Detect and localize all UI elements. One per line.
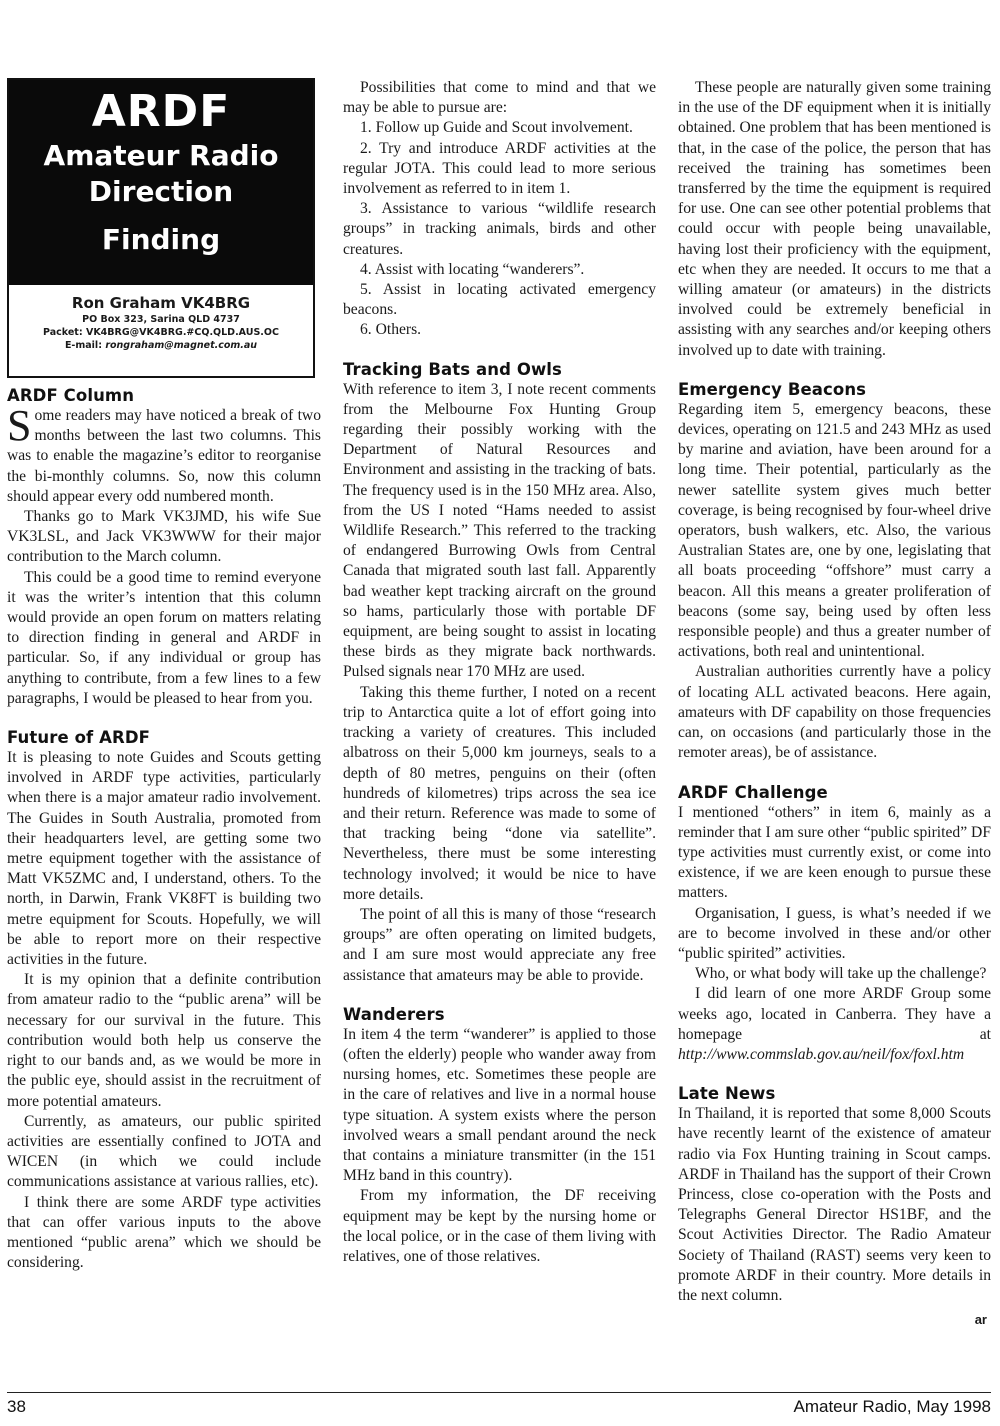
- paragraph: The point of all this is many of those “research groups” are often operating on limited budgets, and I am sure most would appreciate any free assistance that amateurs may be able to provide.: [343, 905, 656, 984]
- paragraph-text: ome readers may have noticed a break of two months between the last two columns. This was to enable the magazine’s editor to reorganise the bi-monthly columns. So, now this column should appear every odd numbered month.: [7, 407, 321, 505]
- email-label: E-mail:: [64, 340, 102, 351]
- column-2: [343, 78, 656, 1267]
- paragraph-text: I did learn of one more ARDF Group some weeks ago, located in Canberra. They have a homepage at: [678, 985, 991, 1043]
- column-1: [7, 78, 321, 1273]
- publication-info: Amateur Radio, May 1998: [793, 1397, 991, 1416]
- heading-tracking-bats-and-owls: Tracking Bats and Owls: [343, 359, 562, 379]
- list-item: 6. Others.: [360, 321, 422, 339]
- list-item: 1. Follow up Guide and Scout involvement.: [360, 119, 633, 137]
- paragraph: In Thailand, it is reported that some 8,000 Scouts have recently learnt of the existence of amateur radio via Fox Hunting training in Scout camps. ARDF in Thailand has the support of their Crown Princess, close co-operation with the Posts and Telegraphs General Director HS1BF, and the Scout Activities Director. The Radio Amateur Society of Thailand (RAST) seems very keen to promote ARDF in their country. More details in the next column.: [678, 1105, 991, 1304]
- paragraph: I mentioned “others” in item 6, mainly as a reminder that I am sure other “public spirited” DF type activities must currently exist, or come into existence, if we are keen enough to pursue these matters.: [678, 803, 991, 902]
- page-number: 38: [7, 1397, 26, 1416]
- paragraph: Taking this theme further, I noted on a recent trip to Antarctica quite a lot of effort going into tracking a variety of creatures. This included albatross on their 5,000 km journeys, seals to a depth of 80 metres, penguins on their (often hundreds of kilometres) trips across the sea ice and their return. Reference was made to some of that tracking being “done via satellite”. Nevertheless, there must be some interesting technology involved; it would be nice to have more details.: [343, 683, 656, 903]
- subtitle-line-2: Direction: [88, 175, 234, 208]
- email-address: rongraham@magnet.com.au: [105, 340, 258, 351]
- heading-future-of-ardf: Future of ARDF: [7, 728, 151, 748]
- paragraph: Possibilities that come to mind and that we may be able to pursue are:: [343, 79, 656, 117]
- list-item: 4. Assist with locating “wanderers”.: [360, 260, 585, 278]
- paragraph: It is pleasing to note Guides and Scouts getting involved in ARDF type activities, particularly when there is a major amateur radio involvement. The Guides in South Australia, promoted from their headquarters level, are getting some two metre equipment together with the assistance of Matt VK5ZMC and, I understand, others. To the north, in Darwin, Frank VK8FT is building two metre equipment for Scouts. Hopefully, we will be able to report more on their respective activities in the future.: [7, 749, 321, 969]
- title-banner: [9, 80, 313, 285]
- paragraph: From my information, the DF receiving equipment may be kept by the nursing home or the local police, or in the case of them living with relatives, one of those relatives.: [343, 1187, 656, 1265]
- packet-label: Packet:: [43, 327, 83, 338]
- paragraph: [7, 401, 321, 507]
- list-item: 2. Try and introduce ARDF activities at the regular JOTA. This could lead to more serious involvement as referred to in item 1.: [343, 139, 656, 198]
- paragraph: Organisation, I guess, is what’s needed if we are to become involved in these and/or other “public spirited” activities.: [678, 904, 991, 962]
- paragraph: Currently, as amateurs, our public spirited activities are essentially confined to JOTA and WICEN (in which we could include communications assistance at various rallies, etc).: [7, 1112, 321, 1191]
- heading-ardf-column: ARDF Column: [7, 386, 135, 405]
- packet-address: VK4BRG@VK4BRG.#CQ.QLD.AUS.OC: [85, 327, 279, 338]
- paragraph: These people are naturally given some training in the use of the DF equipment when it is initially obtained. One problem that has been mentioned is that, in the case of the police, the person that has received the training has sometimes been transferred by the time the equipment is required for use. One can see other potential problems that could occur with people being unavailable, having lost their proficiency with the equipment, etc when they are needed. It occurs to me that a willing amateur (or amateurs) in the districts involved could be extremely beneficial in assisting with any searches and/or keeping others involved up to date with training.: [678, 79, 991, 359]
- paragraph: Thanks go to Mark VK3JMD, his wife Sue VK3LSL, and Jack VK3WWW for their major contribution to the March column.: [7, 508, 321, 566]
- list-item: 3. Assistance to various “wildlife research groups” in tracking animals, birds and other creatures.: [343, 200, 656, 258]
- paragraph: Regarding item 5, emergency beacons, these devices, operating on 121.5 and 243 MHz as used by marine and aviation, have been around for a long time. Their potential, particularly as the newer satellite system gives much better coverage, is being recognised by four-wheel drive operators, bush walkers, etc. Also, the various Australian States are, one by one, legislating that all boats proceeding “offshore” must carry a beacon. All this means a greater proliferation of beacons (some say, being used by often less responsible people) and thus a greater number of activations, both real and unintentional.: [678, 400, 991, 661]
- homepage-link[interactable]: http://www.commslab.gov.au/neil/fox/foxl.htm: [678, 1045, 965, 1063]
- title-box: [7, 78, 315, 378]
- signoff: ar: [974, 1312, 987, 1328]
- column-3: [678, 78, 991, 1330]
- paragraph: [678, 984, 991, 1065]
- heading-emergency-beacons: Emergency Beacons: [678, 379, 867, 399]
- heading-wanderers: Wanderers: [343, 1004, 445, 1024]
- page-title: ARDF: [91, 86, 231, 137]
- subtitle-line-3: Finding: [101, 223, 221, 256]
- author-name: Ron Graham VK4BRG: [71, 294, 251, 312]
- drop-cap: S: [7, 401, 32, 450]
- paragraph: With reference to item 3, I note recent comments from the Melbourne Fox Hunting Group regarding their possibly working with the Department of Natural Resources and Environment and assisting in the tracking of bats. The frequency used is in the 150 MHz area. Also, from the US I noted “Hams needed to assist Wildlife Research.” This referred to the tracking of endangered Burrowing Owls from Central Canada that migrated south last fall. Apparently bad weather kept tracking aircraft on the ground so hams, particularly those with portable DF equipment, are being sought to assist in locating these birds as they migrate back northwards. Pulsed signals near 170 MHz are used.: [343, 380, 656, 681]
- author-email: [9, 339, 313, 352]
- paragraph: Who, or what body will take up the challenge?: [695, 965, 987, 983]
- footer-divider: [7, 1392, 991, 1393]
- heading-late-news: Late News: [678, 1084, 776, 1104]
- paragraph: I think there are some ARDF type activities that can offer various inputs to the above mentioned “public arena” which we should be considering.: [7, 1193, 321, 1272]
- author-block: [9, 285, 313, 352]
- heading-ardf-challenge: ARDF Challenge: [678, 782, 828, 802]
- author-packet: [9, 326, 313, 339]
- paragraph: In item 4 the term “wanderer” is applied to those (often the elderly) people who wander away from nursing homes, etc. Sometimes these people are in the care of relatives and live in a normal house type situation. A system exists where the person involved wears a small pendant around the neck that contains a miniature transmitter (in the 151 MHz band in this country).: [343, 1025, 656, 1185]
- subtitle-line-1: Amateur Radio: [43, 139, 279, 172]
- paragraph: It is my opinion that a definite contribution from amateur radio to the “public arena” will be necessary for our survival in the future. This contribution would both help us conserve the right to our bands and, as we would be more in the public eye, should assist in the recruitment of more potential amateurs.: [7, 971, 321, 1110]
- paragraph: This could be a good time to remind everyone it was the writer’s intention that this column would provide an open forum on matters relating to direction finding in general and ARDF in particular. So, if any individual or group has anything to contribute, from a few lines to a few paragraphs, I would be pleased to hear from you.: [7, 568, 321, 707]
- list-item: 5. Assist in locating activated emergency beacons.: [343, 281, 656, 319]
- author-address: PO Box 323, Sarina QLD 4737: [82, 314, 240, 325]
- paragraph: Australian authorities currently have a policy of locating ALL activated beacons. Here again, amateurs with DF capability on those frequencies can, on occasions (and particularly those in the remoter areas), be of assistance.: [678, 663, 991, 762]
